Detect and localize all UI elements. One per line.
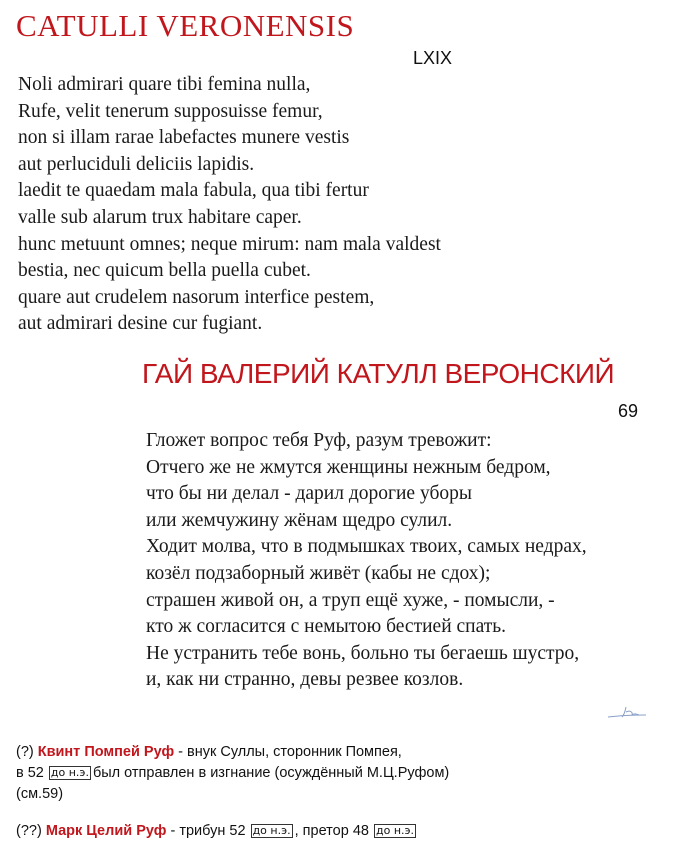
footnote-2-text-a: - трибун 52 [166, 823, 250, 839]
russian-line: кто ж согласится с немытою бестией спать. [146, 616, 507, 638]
russian-line: Отчего же не жмутся женщины нежным бедром, [146, 456, 551, 478]
latin-line: aut admirari desine cur fugiant. [18, 313, 263, 335]
russian-poem-number: 69 [618, 401, 639, 421]
russian-title: ГАЙ ВАЛЕРИЙ КАТУЛЛ ВЕРОНСКИЙ [142, 358, 615, 389]
russian-line: Не устранить тебе вонь, больно ты бегаешь шустро, [146, 642, 580, 664]
russian-line: и, как ни странно, девы резвее козлов. [146, 669, 464, 691]
latin-line: bestia, nec quicum bella puella cubet. [18, 260, 311, 282]
russian-line: страшен живой он, а труп ещё хуже, - помысли, - [146, 589, 555, 611]
footnote-1-text: - внук Суллы, сторонник Помпея, [174, 744, 402, 760]
footnote-2-prefix: (??) [16, 823, 46, 839]
signature-mark [606, 703, 652, 723]
footnote-1-line2-b: был отправлен в изгнание (осуждённый М.Ц.Руфом) [92, 765, 450, 781]
russian-line: Ходит молва, что в подмышках твоих, самых недрах, [146, 536, 587, 558]
footnotes [16, 742, 449, 842]
footnote-2 [16, 821, 449, 842]
latin-line: quare aut crudelem nasorum interfice pestem, [18, 286, 375, 308]
footnote-1-line2-a: в 52 [16, 765, 48, 781]
bc-glyph-icon: до н.э. [50, 766, 89, 779]
footnote-2-text-b: , претор 48 [294, 823, 373, 839]
latin-poem-number: LXIX [413, 48, 453, 68]
bc-glyph-icon: до н.э. [252, 824, 291, 837]
footnote-1-line3: (см.59) [16, 786, 64, 802]
latin-line: laedit te quaedam mala fabula, qua tibi fertur [18, 180, 369, 202]
footnote-2-name: Марк Целий Руф [45, 823, 167, 839]
russian-poem [146, 428, 587, 694]
latin-poem [18, 72, 441, 338]
footnote-1-prefix: (?) [16, 744, 38, 760]
footnote-1 [16, 742, 449, 805]
russian-line: Гложет вопрос тебя Руф, разум тревожит: [146, 430, 492, 451]
latin-line: Noli admirari quare tibi femina nulla, [18, 74, 311, 95]
latin-line: valle sub alarum trux habitare caper. [18, 206, 302, 228]
latin-line: aut perluciduli deliciis lapidis. [18, 153, 255, 175]
russian-line: или жемчужину жёнам щедро сулил. [146, 509, 453, 531]
bc-glyph-icon: до н.э. [375, 824, 415, 837]
latin-line: Rufe, velit tenerum supposuisse femur, [18, 100, 323, 122]
russian-line: что бы ни делал - дарил дорогие уборы [146, 483, 472, 505]
footnote-1-name: Квинт Помпей Руф [37, 744, 175, 760]
latin-title: CATULLI VERONENSIS [16, 8, 355, 43]
latin-line: non si illam rarae labefactes munere vestis [18, 127, 350, 149]
latin-line: hunc metuunt omnes; neque mirum: nam mala valdest [18, 233, 441, 255]
russian-line: козёл подзаборный живёт (кабы не сдох); [146, 562, 491, 584]
